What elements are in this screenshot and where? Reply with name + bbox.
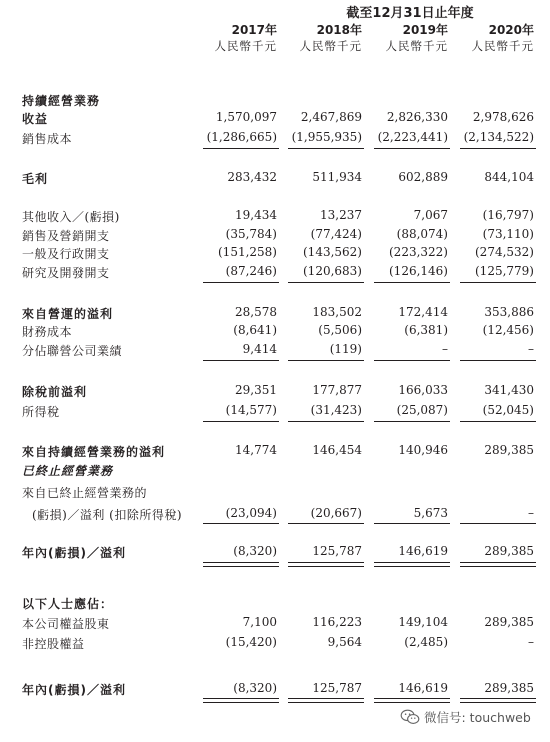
row-label: 來自已終止經營業務的 [22,486,148,500]
total-double-rule [203,562,279,567]
total-double-rule [460,698,536,703]
cell-value: 183,502 [312,305,362,319]
cell-value: 28,578 [235,305,277,319]
year-header: 2018年 [316,23,362,37]
cell-value: (8,641) [233,323,277,337]
cell-value: (1,955,935) [291,130,362,144]
subtotal-rule [203,282,279,283]
cell-value: – [442,342,448,356]
cell-value: – [528,635,534,649]
subtotal-rule [374,282,450,283]
cell-value: (119) [329,342,362,356]
subtotal-rule [374,523,450,524]
cell-value: (14,577) [225,403,277,417]
cell-value: 1,570,097 [215,110,277,124]
row-label: 分佔聯營公司業績 [22,344,123,358]
cell-value: 2,978,626 [472,110,534,124]
unit-header: 人民幣千元 [385,39,448,53]
row-label: 來自持續經營業務的溢利 [22,445,166,459]
cell-value: 7,067 [413,208,448,222]
subtotal-rule [374,360,450,361]
subtotal-rule [288,148,364,149]
cell-value: (73,110) [482,227,534,241]
cell-value: (126,146) [389,264,448,278]
cell-value: (125,779) [475,264,534,278]
cell-value: 844,104 [484,170,534,184]
cell-value: (8,320) [233,544,277,558]
cell-value: (143,562) [303,245,362,259]
cell-value: (31,423) [310,403,362,417]
total-double-rule [288,698,364,703]
cell-value: (35,784) [225,227,277,241]
subtotal-rule [203,360,279,361]
cell-value: (120,683) [303,264,362,278]
cell-value: 353,886 [484,305,534,319]
cell-value: 7,100 [242,615,277,629]
cell-value: 172,414 [398,305,448,319]
total-double-rule [288,562,364,567]
unit-header: 人民幣千元 [299,39,362,53]
cell-value: (6,381) [404,323,448,337]
subtotal-rule [460,421,536,422]
total-double-rule [374,562,450,567]
total-double-rule [203,698,279,703]
unit-header: 人民幣千元 [214,39,277,53]
cell-value: 146,454 [312,443,362,457]
cell-value: – [528,342,534,356]
cell-value: 341,430 [484,383,534,397]
cell-value: 289,385 [484,443,534,457]
row-label: 所得稅 [22,405,60,419]
period-heading: 截至12月31日止年度 [346,6,474,21]
subtotal-rule [374,148,450,149]
subtotal-rule [203,148,279,149]
cell-value: – [528,506,534,520]
subtotal-rule [203,421,279,422]
subtotal-rule [288,421,364,422]
row-label: 來自營運的溢利 [22,307,114,321]
year-header: 2019年 [402,23,448,37]
cell-value: 166,033 [398,383,448,397]
cell-value: (274,532) [475,245,534,259]
cell-value: 146,619 [398,681,448,695]
cell-value: 13,237 [320,208,362,222]
cell-value: (2,485) [404,635,448,649]
cell-value: 289,385 [484,544,534,558]
cell-value: 283,432 [227,170,277,184]
cell-value: (1,286,665) [206,130,277,144]
row-label: 除稅前溢利 [22,385,88,399]
subtotal-rule [460,282,536,283]
cell-value: (5,506) [318,323,362,337]
cell-value: 2,826,330 [386,110,448,124]
row-label: 年內(虧損)／溢利 [22,683,126,697]
cell-value: (20,667) [310,506,362,520]
row-label: 非控股權益 [22,637,85,651]
row-label: 本公司權益股東 [22,617,110,631]
cell-value: 125,787 [312,681,362,695]
subtotal-rule [288,523,364,524]
cell-value: (88,074) [396,227,448,241]
cell-value: (8,320) [233,681,277,695]
row-label: 其他收入／(虧損) [22,210,120,224]
cell-value: (77,424) [310,227,362,241]
cell-value: 146,619 [398,544,448,558]
row-label: 年內(虧損)／溢利 [22,546,126,560]
cell-value: (15,420) [225,635,277,649]
cell-value: 177,877 [312,383,362,397]
row-label: 一般及行政開支 [22,247,110,261]
subtotal-rule [374,421,450,422]
cell-value: 2,467,869 [300,110,362,124]
row-label: (虧損)／溢利 (扣除所得稅) [32,508,183,522]
watermark-text: 微信号: touchweb [424,710,531,725]
subtotal-rule [460,148,536,149]
cell-value: 19,434 [235,208,277,222]
cell-value: 289,385 [484,615,534,629]
subtotal-rule [288,360,364,361]
cell-value: (151,258) [218,245,277,259]
row-label: 銷售及營銷開支 [22,229,110,243]
cell-value: 149,104 [398,615,448,629]
year-header: 2020年 [488,23,534,37]
row-label: 持續經營業務 [22,94,101,108]
cell-value: (2,223,441) [377,130,448,144]
row-label: 毛利 [22,172,49,186]
wechat-icon [400,709,420,725]
cell-value: 289,385 [484,681,534,695]
total-double-rule [460,562,536,567]
cell-value: (23,094) [225,506,277,520]
cell-value: 602,889 [398,170,448,184]
cell-value: 29,351 [235,383,277,397]
row-label: 已終止經營業務 [22,464,114,478]
cell-value: 14,774 [235,443,277,457]
cell-value: 5,673 [413,506,448,520]
subtotal-rule [288,282,364,283]
cell-value: 116,223 [312,615,362,629]
subtotal-rule [460,523,536,524]
cell-value: 125,787 [312,544,362,558]
cell-value: (52,045) [482,403,534,417]
row-label: 銷售成本 [22,132,73,146]
cell-value: 511,934 [312,170,362,184]
row-label: 研究及開發開支 [22,266,110,280]
cell-value: (12,456) [482,323,534,337]
cell-value: (2,134,522) [463,130,534,144]
row-label: 以下人士應佔： [22,597,114,611]
cell-value: (87,246) [225,264,277,278]
subtotal-rule [460,360,536,361]
subtotal-rule [203,523,279,524]
cell-value: 9,564 [327,635,362,649]
total-double-rule [374,698,450,703]
row-label: 財務成本 [22,325,73,339]
cell-value: 9,414 [242,342,277,356]
row-label: 收益 [22,112,49,126]
unit-header: 人民幣千元 [471,39,534,53]
year-header: 2017年 [231,23,277,37]
cell-value: (223,322) [389,245,448,259]
cell-value: (16,797) [482,208,534,222]
watermark [400,708,531,726]
cell-value: 140,946 [398,443,448,457]
cell-value: (25,087) [396,403,448,417]
